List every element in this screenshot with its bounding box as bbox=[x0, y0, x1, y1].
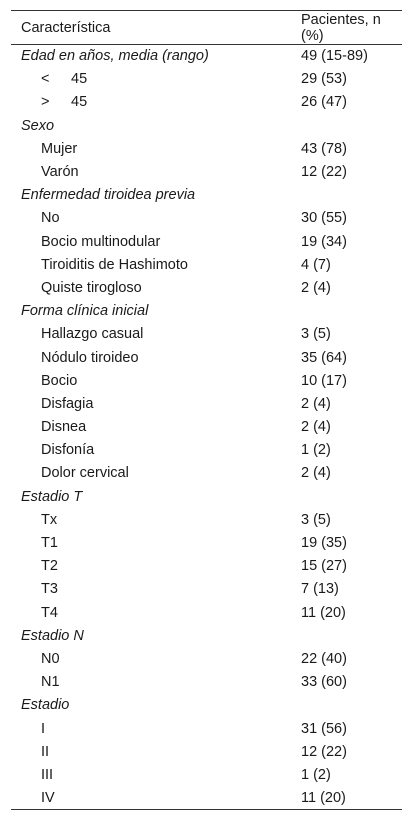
category-label: Estadio T bbox=[21, 488, 83, 505]
table-row bbox=[11, 91, 402, 114]
header-characteristic: Característica bbox=[11, 11, 301, 45]
table-header bbox=[11, 11, 402, 45]
row-label: 45 bbox=[71, 94, 88, 111]
table-row bbox=[11, 160, 402, 183]
row-label: Quiste tirogloso bbox=[41, 279, 142, 296]
table-row bbox=[11, 276, 402, 299]
row-label-cell bbox=[11, 462, 301, 485]
category-label: Forma clínica inicial bbox=[21, 303, 149, 320]
category-value bbox=[301, 694, 402, 717]
table-row bbox=[11, 346, 402, 369]
category-value bbox=[301, 624, 402, 647]
row-value: 1 (2) bbox=[301, 442, 331, 459]
row-value: 31 (56) bbox=[301, 720, 347, 737]
row-label: N0 bbox=[41, 650, 60, 667]
table-row bbox=[11, 439, 402, 462]
row-value: 3 (5) bbox=[301, 326, 331, 343]
table-row bbox=[11, 647, 402, 670]
category-value bbox=[301, 485, 402, 508]
row-label-cell bbox=[11, 369, 301, 392]
row-label: IV bbox=[41, 789, 55, 806]
row-label-cell bbox=[11, 91, 301, 114]
table-row bbox=[11, 671, 402, 694]
row-label: Hallazgo casual bbox=[41, 326, 144, 343]
table-row bbox=[11, 462, 402, 485]
row-value: 10 (17) bbox=[301, 372, 347, 389]
category-label: Estadio N bbox=[21, 627, 84, 644]
table-row bbox=[11, 740, 402, 763]
row-label: Disfagia bbox=[41, 395, 94, 412]
row-label-cell bbox=[11, 392, 301, 415]
row-label-cell bbox=[11, 230, 301, 253]
comparison-symbol: < bbox=[41, 71, 50, 88]
row-label: III bbox=[41, 766, 54, 783]
header-row bbox=[11, 11, 402, 45]
row-label: Nódulo tiroideo bbox=[41, 349, 139, 366]
row-label: Bocio multinodular bbox=[41, 233, 161, 250]
table-row bbox=[11, 578, 402, 601]
row-label-cell bbox=[11, 531, 301, 554]
row-label: II bbox=[41, 743, 50, 760]
category-row bbox=[11, 624, 402, 647]
row-value: 1 (2) bbox=[301, 766, 331, 783]
category-row bbox=[11, 300, 402, 323]
category-label: Estadio bbox=[21, 697, 70, 714]
row-value: 43 (78) bbox=[301, 140, 347, 157]
row-value: 12 (22) bbox=[301, 164, 347, 181]
row-label-cell bbox=[11, 323, 301, 346]
row-value: 2 (4) bbox=[301, 419, 331, 436]
row-label: T3 bbox=[41, 581, 58, 598]
category-label: Enfermedad tiroidea previa bbox=[21, 187, 196, 204]
header-patients: Pacientes, n (%) bbox=[301, 11, 402, 45]
category-row bbox=[11, 45, 402, 68]
row-label: Mujer bbox=[41, 140, 78, 157]
row-label: N1 bbox=[41, 674, 60, 691]
table-row bbox=[11, 601, 402, 624]
row-label: 45 bbox=[71, 71, 88, 88]
row-label-cell bbox=[11, 416, 301, 439]
row-label: No bbox=[41, 210, 60, 227]
category-value bbox=[301, 300, 402, 323]
row-label: Disnea bbox=[41, 419, 87, 436]
row-value: 2 (4) bbox=[301, 395, 331, 412]
category-value bbox=[301, 184, 402, 207]
row-label-cell bbox=[11, 439, 301, 462]
row-label-cell bbox=[11, 276, 301, 299]
table-row bbox=[11, 323, 402, 346]
table-row bbox=[11, 763, 402, 786]
row-label-cell bbox=[11, 740, 301, 763]
row-value: 11 (20) bbox=[301, 604, 346, 621]
category-label: Sexo bbox=[21, 117, 55, 134]
row-label-cell bbox=[11, 137, 301, 160]
row-value: 12 (22) bbox=[301, 743, 347, 760]
row-value: 29 (53) bbox=[301, 71, 347, 88]
row-label-cell bbox=[11, 763, 301, 786]
row-value: 2 (4) bbox=[301, 465, 331, 482]
row-label-cell bbox=[11, 253, 301, 276]
row-label-cell bbox=[11, 601, 301, 624]
row-label-cell bbox=[11, 160, 301, 183]
row-label-cell bbox=[11, 671, 301, 694]
row-value: 19 (34) bbox=[301, 233, 347, 250]
row-value: 3 (5) bbox=[301, 511, 331, 528]
table-row bbox=[11, 207, 402, 230]
characteristics-table-container bbox=[11, 10, 402, 810]
row-label-cell bbox=[11, 717, 301, 740]
category-row bbox=[11, 485, 402, 508]
row-label-cell bbox=[11, 555, 301, 578]
row-label-cell bbox=[11, 346, 301, 369]
category-row bbox=[11, 114, 402, 137]
table-row bbox=[11, 253, 402, 276]
row-value: 22 (40) bbox=[301, 650, 347, 667]
row-label-cell bbox=[11, 578, 301, 601]
row-label: Tiroiditis de Hashimoto bbox=[41, 256, 188, 273]
row-value: 15 (27) bbox=[301, 558, 347, 575]
row-label: T2 bbox=[41, 558, 58, 575]
comparison-symbol: > bbox=[41, 94, 50, 111]
row-label: Dolor cervical bbox=[41, 465, 129, 482]
table-row bbox=[11, 369, 402, 392]
table-body bbox=[11, 45, 402, 810]
row-value: 19 (35) bbox=[301, 535, 347, 552]
row-label-cell bbox=[11, 508, 301, 531]
table-row bbox=[11, 717, 402, 740]
row-label: Varón bbox=[41, 164, 79, 181]
row-label-cell bbox=[11, 68, 301, 91]
row-label: Tx bbox=[41, 511, 58, 528]
row-value: 11 (20) bbox=[301, 787, 402, 810]
table-row bbox=[11, 508, 402, 531]
row-label: I bbox=[41, 720, 46, 737]
table-row bbox=[11, 68, 402, 91]
table-row bbox=[11, 137, 402, 160]
category-row bbox=[11, 184, 402, 207]
row-value: 2 (4) bbox=[301, 279, 331, 296]
table-row bbox=[11, 555, 402, 578]
category-value bbox=[301, 114, 402, 137]
row-label: T4 bbox=[41, 604, 58, 621]
row-label-cell bbox=[11, 207, 301, 230]
table-row bbox=[11, 392, 402, 415]
row-value: 33 (60) bbox=[301, 674, 347, 691]
row-value: 30 (55) bbox=[301, 210, 347, 227]
row-label-cell bbox=[11, 787, 301, 810]
row-value: 26 (47) bbox=[301, 94, 347, 111]
category-label: Edad en años, media (rango) bbox=[21, 48, 209, 65]
row-label: Bocio bbox=[41, 372, 78, 389]
row-label-cell bbox=[11, 647, 301, 670]
table-row bbox=[11, 230, 402, 253]
patient-characteristics-table bbox=[11, 10, 402, 810]
table-row bbox=[11, 531, 402, 554]
table-row bbox=[11, 416, 402, 439]
row-value: 4 (7) bbox=[301, 256, 331, 273]
row-label: Disfonía bbox=[41, 442, 95, 459]
row-value: 7 (13) bbox=[301, 581, 339, 598]
row-label: T1 bbox=[41, 535, 58, 552]
category-value: 49 (15-89) bbox=[301, 48, 368, 65]
table-row bbox=[11, 787, 402, 810]
row-value: 35 (64) bbox=[301, 349, 347, 366]
category-row bbox=[11, 694, 402, 717]
